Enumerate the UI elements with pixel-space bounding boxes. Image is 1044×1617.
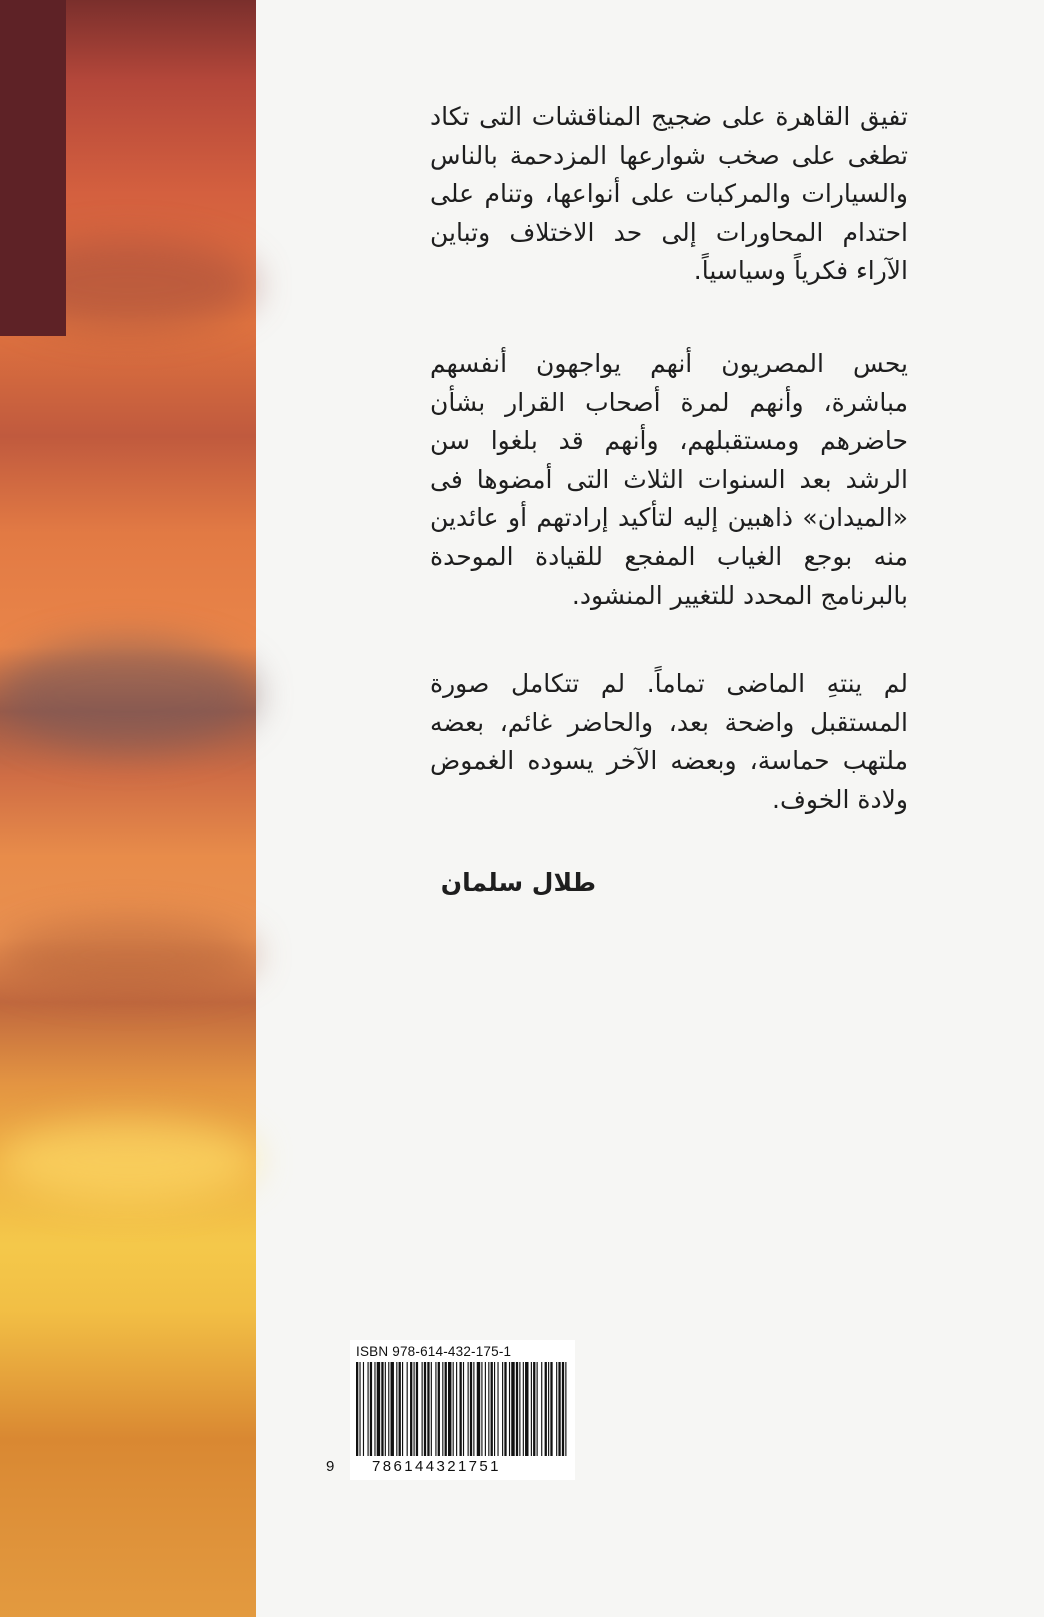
barcode-bar <box>494 1362 495 1456</box>
barcode-bar <box>491 1362 493 1456</box>
cloud-band <box>0 1120 256 1200</box>
barcode-bar <box>485 1362 486 1456</box>
barcode-bar <box>502 1362 503 1456</box>
barcode-bar <box>477 1362 480 1456</box>
barcode-bar <box>511 1362 514 1456</box>
barcode-bar <box>445 1362 447 1456</box>
barcode-bar <box>414 1362 415 1456</box>
cloud-band <box>0 640 256 750</box>
barcode-bar <box>533 1362 535 1456</box>
barcode-bar <box>545 1362 547 1456</box>
barcode-bar <box>497 1362 498 1456</box>
barcode-bar <box>516 1362 518 1456</box>
barcode-bars <box>356 1362 568 1456</box>
barcode-bar <box>453 1362 454 1456</box>
blurb-paragraph-3: لم ينتهِ الماضى تماماً. لم تتكامل صورة المستقبل واضحة بعد، والحاضر غائم، بعضه ملتهب حماسة، وبعضه الآخر يسوده الغموض ولادة الخوف. <box>430 669 908 814</box>
barcode-bar <box>363 1362 364 1456</box>
blurb-paragraph-1: تفيق القاهرة على ضجيج المناقشات التى تكاد تطغى على صخب شوارعها المزدحمة بالناس والسيارات والمركبات على أنواعها، وتنام على احتدام المحاورات إلى حد الاختلاف وتباين الآراء فكرياً وسياسياً. <box>430 102 908 286</box>
barcode-bar <box>435 1362 436 1456</box>
barcode-bar <box>377 1362 380 1456</box>
barcode-bar <box>407 1362 408 1456</box>
barcode-bar <box>368 1362 369 1456</box>
barcode-bar <box>541 1362 542 1456</box>
barcode-bar <box>385 1362 386 1456</box>
barcode-bar <box>531 1362 532 1456</box>
barcode-bar <box>525 1362 528 1456</box>
barcode-bar <box>481 1362 482 1456</box>
barcode-bar <box>473 1362 474 1456</box>
barcode-bar <box>460 1362 462 1456</box>
barcode-bar <box>519 1362 520 1456</box>
isbn-label: ISBN 978-614-432-175-1 <box>356 1344 512 1359</box>
cloud-band <box>0 920 256 990</box>
barcode-bar <box>438 1362 440 1456</box>
barcode-bar <box>399 1362 401 1456</box>
barcode-digits: 786144321751 <box>372 1458 501 1475</box>
barcode-bar <box>537 1362 538 1456</box>
barcode-bar <box>558 1362 560 1456</box>
barcode-bar <box>548 1362 549 1456</box>
barcode-bar <box>381 1362 383 1456</box>
barcode-bar <box>388 1362 389 1456</box>
blurb-paragraph-2: يحس المصريون أنهم يواجهون أنفسهم مباشرة، وأنهم لمرة أصحاب القرار بشأن حاضرهم ومستقبلهم، وأنهم قد بلغوا سن الرشد بعد السنوات الثلاث التى أمضوها فى «الميدان» ذاهبين إليه لتأكيد إرادتهم أو عائدين منه بوجع الغياب المفجع للقيادة الموحدة بالبرنامج المحدد للتغيير المنشود. <box>430 349 908 610</box>
barcode-bar <box>359 1362 360 1456</box>
barcode-bar <box>396 1362 397 1456</box>
barcode-bar <box>422 1362 423 1456</box>
barcode-bar <box>562 1362 564 1456</box>
barcode-bar <box>550 1362 552 1456</box>
barcode-bar <box>488 1362 489 1456</box>
barcode-bar <box>523 1362 524 1456</box>
barcode-bar <box>410 1362 412 1456</box>
barcode-bar <box>356 1362 358 1456</box>
spine-color-band <box>0 0 66 336</box>
barcode-bar <box>470 1362 472 1456</box>
barcode-bar <box>431 1362 432 1456</box>
barcode-bar <box>468 1362 469 1456</box>
barcode-bar <box>556 1362 557 1456</box>
barcode-lead-digit: 9 <box>326 1458 335 1475</box>
barcode-bar <box>448 1362 451 1456</box>
barcode-bar <box>402 1362 403 1456</box>
barcode-bar <box>565 1362 566 1456</box>
barcode-bar <box>509 1362 510 1456</box>
barcode-bar <box>374 1362 375 1456</box>
barcode-bar <box>427 1362 429 1456</box>
barcode-bar <box>504 1362 506 1456</box>
barcode-bar <box>463 1362 464 1456</box>
barcode-bar <box>424 1362 426 1456</box>
barcode-bar <box>370 1362 372 1456</box>
barcode-bar <box>442 1362 443 1456</box>
barcode-bar <box>416 1362 418 1456</box>
barcode-bar <box>456 1362 457 1456</box>
author-signature: طلال سلمان <box>440 868 596 897</box>
barcode-bar <box>391 1362 394 1456</box>
